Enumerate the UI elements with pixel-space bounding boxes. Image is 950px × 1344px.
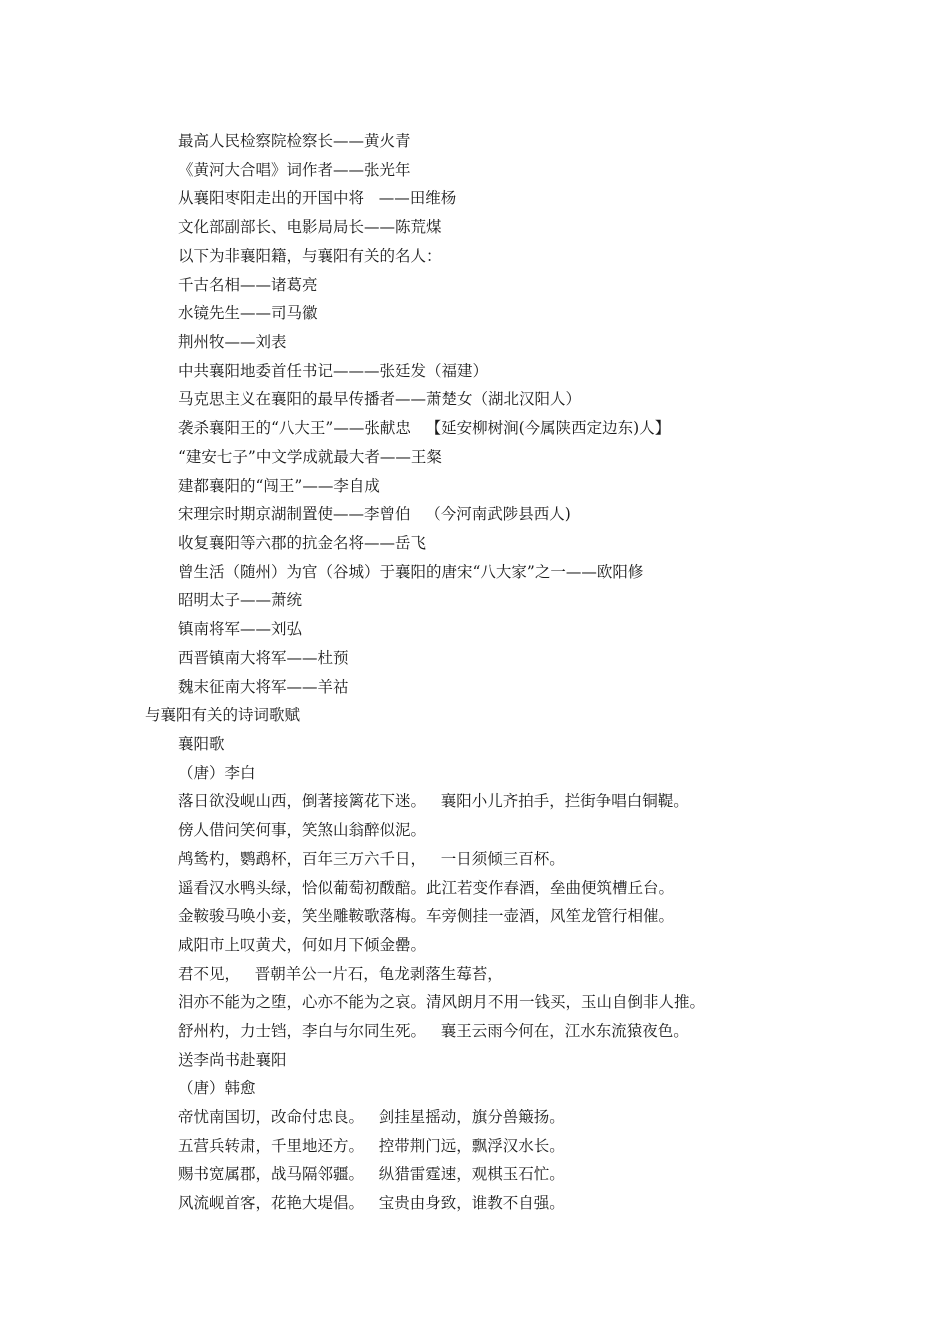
text-line: 以下为非襄阳籍，与襄阳有关的名人： (178, 247, 442, 265)
text-line: 千古名相——诸葛亮 (178, 276, 318, 294)
text-line: 《黄河大合唱》词作者——张光年 (178, 161, 411, 179)
poem-title: 送李尚书赴襄阳 (178, 1051, 287, 1069)
poem-line: 落日欲没岘山西，倒著接篱花下迷。 襄阳小儿齐拍手，拦街争唱白铜鞮。 (178, 792, 689, 810)
poem-line: 帝忧南国切，改命付忠良。 剑挂星摇动，旗分兽簸扬。 (178, 1108, 565, 1126)
text-line: 西晋镇南大将军——杜预 (178, 649, 349, 667)
poem-author: （唐）李白 (178, 764, 256, 782)
text-line: 文化部副部长、电影局局长——陈荒煤 (178, 218, 442, 236)
text-line: 收复襄阳等六郡的抗金名将——岳飞 (178, 534, 427, 552)
text-line: 最高人民检察院检察长——黄火青 (178, 132, 411, 150)
text-line: 宋理宗时期京湖制置使——李曾伯 （今河南武陟县西人) (178, 505, 571, 523)
text-line: 中共襄阳地委首任书记———张廷发（福建） (178, 362, 489, 380)
text-line: 镇南将军——刘弘 (178, 620, 303, 638)
text-line: 昭明太子——萧统 (178, 591, 303, 609)
poem-line: 赐书宽属郡，战马隔邻疆。 纵猎雷霆速，观棋玉石忙。 (178, 1165, 565, 1183)
text-line: 曾生活（随州）为官（谷城）于襄阳的唐宋“八大家”之一——欧阳修 (178, 563, 644, 581)
poem-title: 襄阳歌 (178, 735, 225, 753)
text-line: 水镜先生——司马徽 (178, 304, 318, 322)
poem-line: 风流岘首客，花艳大堤倡。 宝贵由身致，谁教不自强。 (178, 1194, 565, 1212)
poem-line: 遥看汉水鸭头绿，恰似葡萄初酦醅。此江若变作春酒，垒曲便筑槽丘台。 (178, 879, 675, 897)
text-line: 建都襄阳的“闯王”——李自成 (178, 477, 380, 495)
poem-author: （唐）韩愈 (178, 1079, 256, 1097)
text-line: “建安七子”中文学成就最大者——王粲 (178, 448, 442, 466)
text-line: 荆州牧——刘表 (178, 333, 287, 351)
poem-line: 五营兵转肃，千里地还方。 控带荆门远，飘浮汉水长。 (178, 1137, 565, 1155)
text-line: 马克思主义在襄阳的最早传播者——萧楚女（湖北汉阳人） (178, 390, 582, 408)
poem-line: 君不见， 晋朝羊公一片石，龟龙剥落生莓苔， (178, 965, 503, 983)
poem-line: 泪亦不能为之堕，心亦不能为之哀。清风朗月不用一钱买，玉山自倒非人推。 (178, 993, 706, 1011)
poem-line: 咸阳市上叹黄犬，何如月下倾金罍。 (178, 936, 427, 954)
text-line: 袭杀襄阳王的“八大王”——张献忠 【延安柳树涧(今属陕西定边东)人】 (178, 419, 671, 437)
poem-line: 舒州杓，力士铛，李白与尔同生死。 襄王云雨今何在，江水东流猿夜色。 (178, 1022, 689, 1040)
poem-line: 金鞍骏马唤小妾，笑坐雕鞍歌落梅。车旁侧挂一壶酒，风笙龙管行相催。 (178, 907, 675, 925)
section-heading: 与襄阳有关的诗词歌赋 (145, 706, 301, 724)
poem-line: 鸬鸶杓，鹦鹉杯，百年三万六千日， 一日须倾三百杯。 (178, 850, 565, 868)
text-line: 魏末征南大将军——羊祜 (178, 678, 349, 696)
text-line: 从襄阳枣阳走出的开国中将 ——田维杨 (178, 189, 457, 207)
poem-line: 傍人借问笑何事，笑煞山翁醉似泥。 (178, 821, 427, 839)
